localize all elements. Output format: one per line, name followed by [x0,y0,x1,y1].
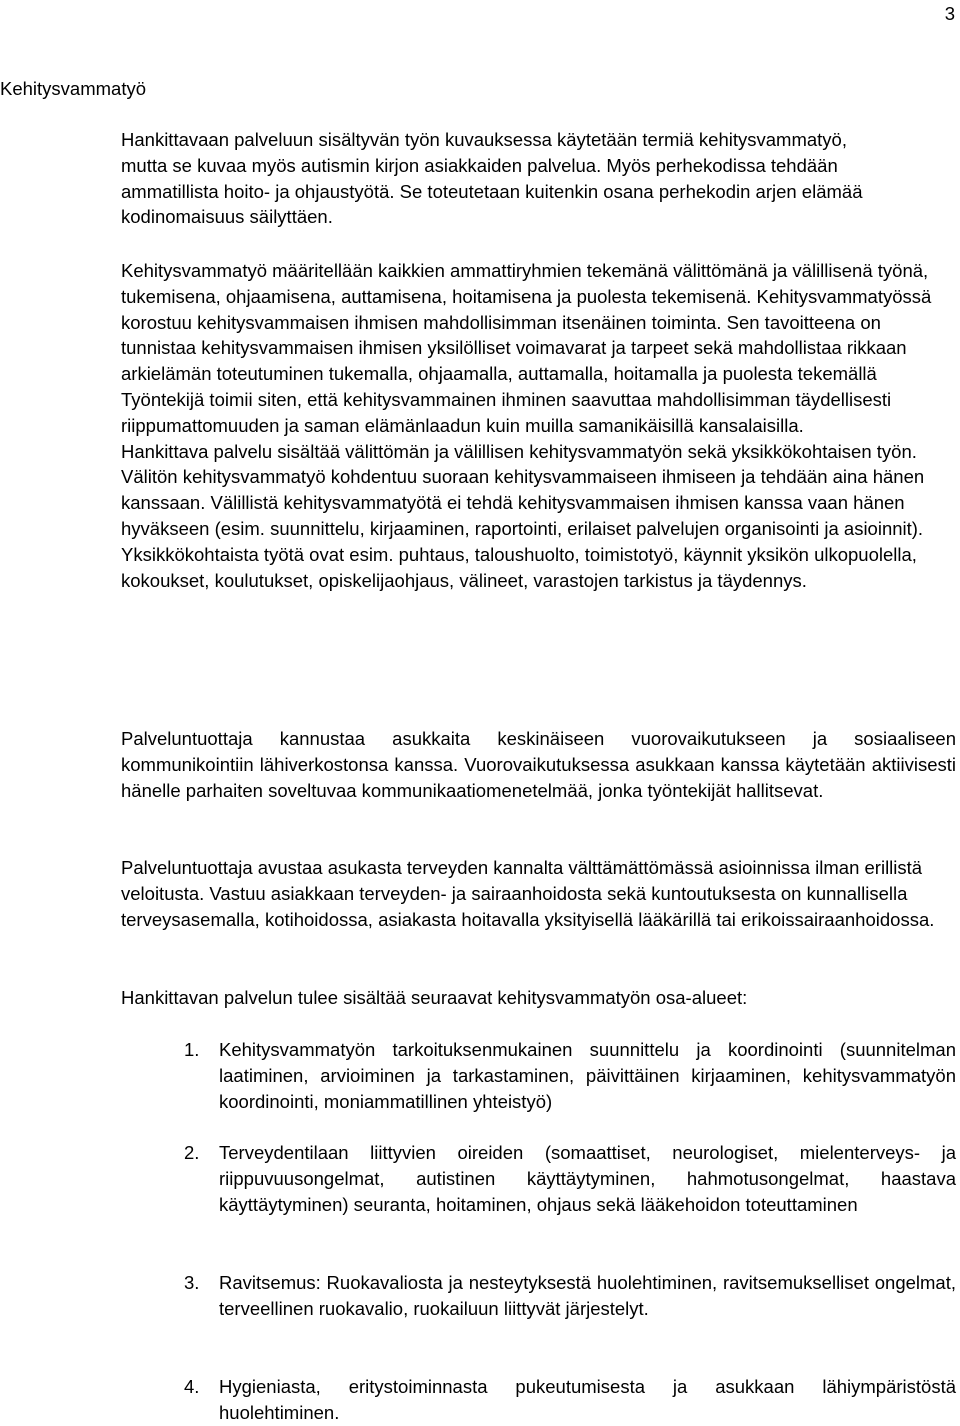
section-heading: Kehitysvammatyö [0,78,146,99]
list-item-text: Kehitysvammatyön tarkoituksenmukainen suunnittelu ja koordinointi (suunnitelman laatiminen, arvioiminen ja tarkastaminen, päivittäinen kirjaaminen, kehitysvammatyön koordinointi, moniammatillinen yhteistyö) [219,1039,956,1112]
list-item-text: Hygieniasta, eritystoiminnasta pukeutumisesta ja asukkaan lähiympäristöstä huolehtiminen. [219,1376,956,1423]
service-areas-list [184,1037,956,1114]
intro-paragraph: Hankittavaan palveluun sisältyvän työn kuvauksessa käytetään termiä kehitysvammatyö, mutta se kuvaa myös autismin kirjon asiakkaiden palvelua. Myös perhekodissa tehdään ammatillista hoito- ja ohjaustyötä. Se toteutetaan kuitenkin osana perhekodin arjen elämää kodinomaisuus säilyttäen. [121,129,863,228]
health-paragraph: Palveluntuottaja avustaa asukasta terveyden kannalta välttämättömässä asioinnissa ilman erillistä veloitusta. Vastuu asiakkaan terveyden- ja sairaanhoidosta sekä kuntoutuksesta on kunnallisella terveysasemalla, kotihoidossa, asiakasta hoitavalla yksityisellä lääkärillä tai erikoissairaanhoidossa. [121,857,935,930]
list-intro-block [121,985,956,1011]
interaction-block [121,726,956,803]
definition-paragraph: Kehitysvammatyö määritellään kaikkien ammattiryhmien tekemänä välittömänä ja välillisenä työnä, tukemisena, ohjaamisena, auttamisena, hoitamisena ja puolesta tekemisenä. Kehitysvammatyössä korostuu kehitysvammaisen ihmisen mahdollisimman itsenäinen toiminta. Sen tavoitteena on tunnistaa kehitysvammaisen ihmisen yksilölliset voimavarat ja tarpeet sekä mahdollistaa rikkaan arkielämän toteutuminen tukemalla, ohjaamalla, auttamalla, hoitamalla ja puolesta tekemällä Työntekijä toimii siten, että kehitysvammainen ihminen saavuttaa mahdollisimman täydellisesti riippumattomuuden ja saman elämänlaadun kuin muilla samanikäisillä kansalaisilla. [121,260,932,436]
page-number: 3 [944,3,955,24]
service-areas-list-3 [184,1270,956,1322]
interaction-paragraph: Palveluntuottaja kannustaa asukkaita keskinäiseen vuorovaikutukseen ja sosiaaliseen kommunikointiin lähiverkostonsa kanssa. Vuorovaikutuksessa asukkaan kanssa käytetään aktiivisesti hänelle parhaiten soveltuvaa kommunikaatiomenetelmää, jonka työntekijät hallitsevat. [121,728,956,801]
list-intro: Hankittavan palvelun tulee sisältää seuraavat kehitysvammatyön osa-alueet: [121,987,748,1008]
intro-block [121,127,956,230]
list-item-number: 4. [184,1376,200,1397]
list-item-number: 1. [184,1039,200,1060]
service-areas-list-4 [184,1374,956,1426]
health-block [121,855,956,932]
service-areas-list-2 [184,1140,956,1217]
list-item [184,1037,956,1114]
list-item [184,1270,956,1322]
list-item-text: Ravitsemus: Ruokavaliosta ja nesteytyksestä huolehtiminen, ravitsemukselliset ongelmat, terveellinen ruokavalio, ruokailuun liittyvät järjestelyt. [219,1272,956,1319]
definition-block [121,258,956,593]
service-paragraph: Hankittava palvelu sisältää välittömän ja välillisen kehitysvammatyön sekä yksikkökohtaisen työn. Välitön kehitysvammatyö kohdentuu suoraan kehitysvammaiseen ihmiseen ja tehdään aina hänen kanssaan. Välillistä kehitysvammatyötä ei tehdä kehitysvammaisen ihmisen kanssa vaan hänen hyväkseen (esim. suunnittelu, kirjaaminen, raportointi, erilaiset palvelujen organisointi ja asioinnit). Yksikkökohtaista työtä ovat esim. puhtaus, taloushuolto, toimistotyö, käynnit yksikön ulkopuolella, kokoukset, koulutukset, opiskelijaohjaus, välineet, varastojen tarkistus ja täydennys. [121,440,925,591]
list-item [184,1374,956,1426]
list-item-number: 3. [184,1272,200,1293]
list-item [184,1140,956,1217]
list-item-text: Terveydentilaan liittyvien oireiden (somaattiset, neurologiset, mielenterveys- ja riippuvuusongelmat, autistinen käyttäytyminen, hahmotusongelmat, haastava käyttäytyminen) seuranta, hoitaminen, ohjaus sekä lääkehoidon toteuttaminen [219,1142,956,1215]
list-item-number: 2. [184,1142,200,1163]
